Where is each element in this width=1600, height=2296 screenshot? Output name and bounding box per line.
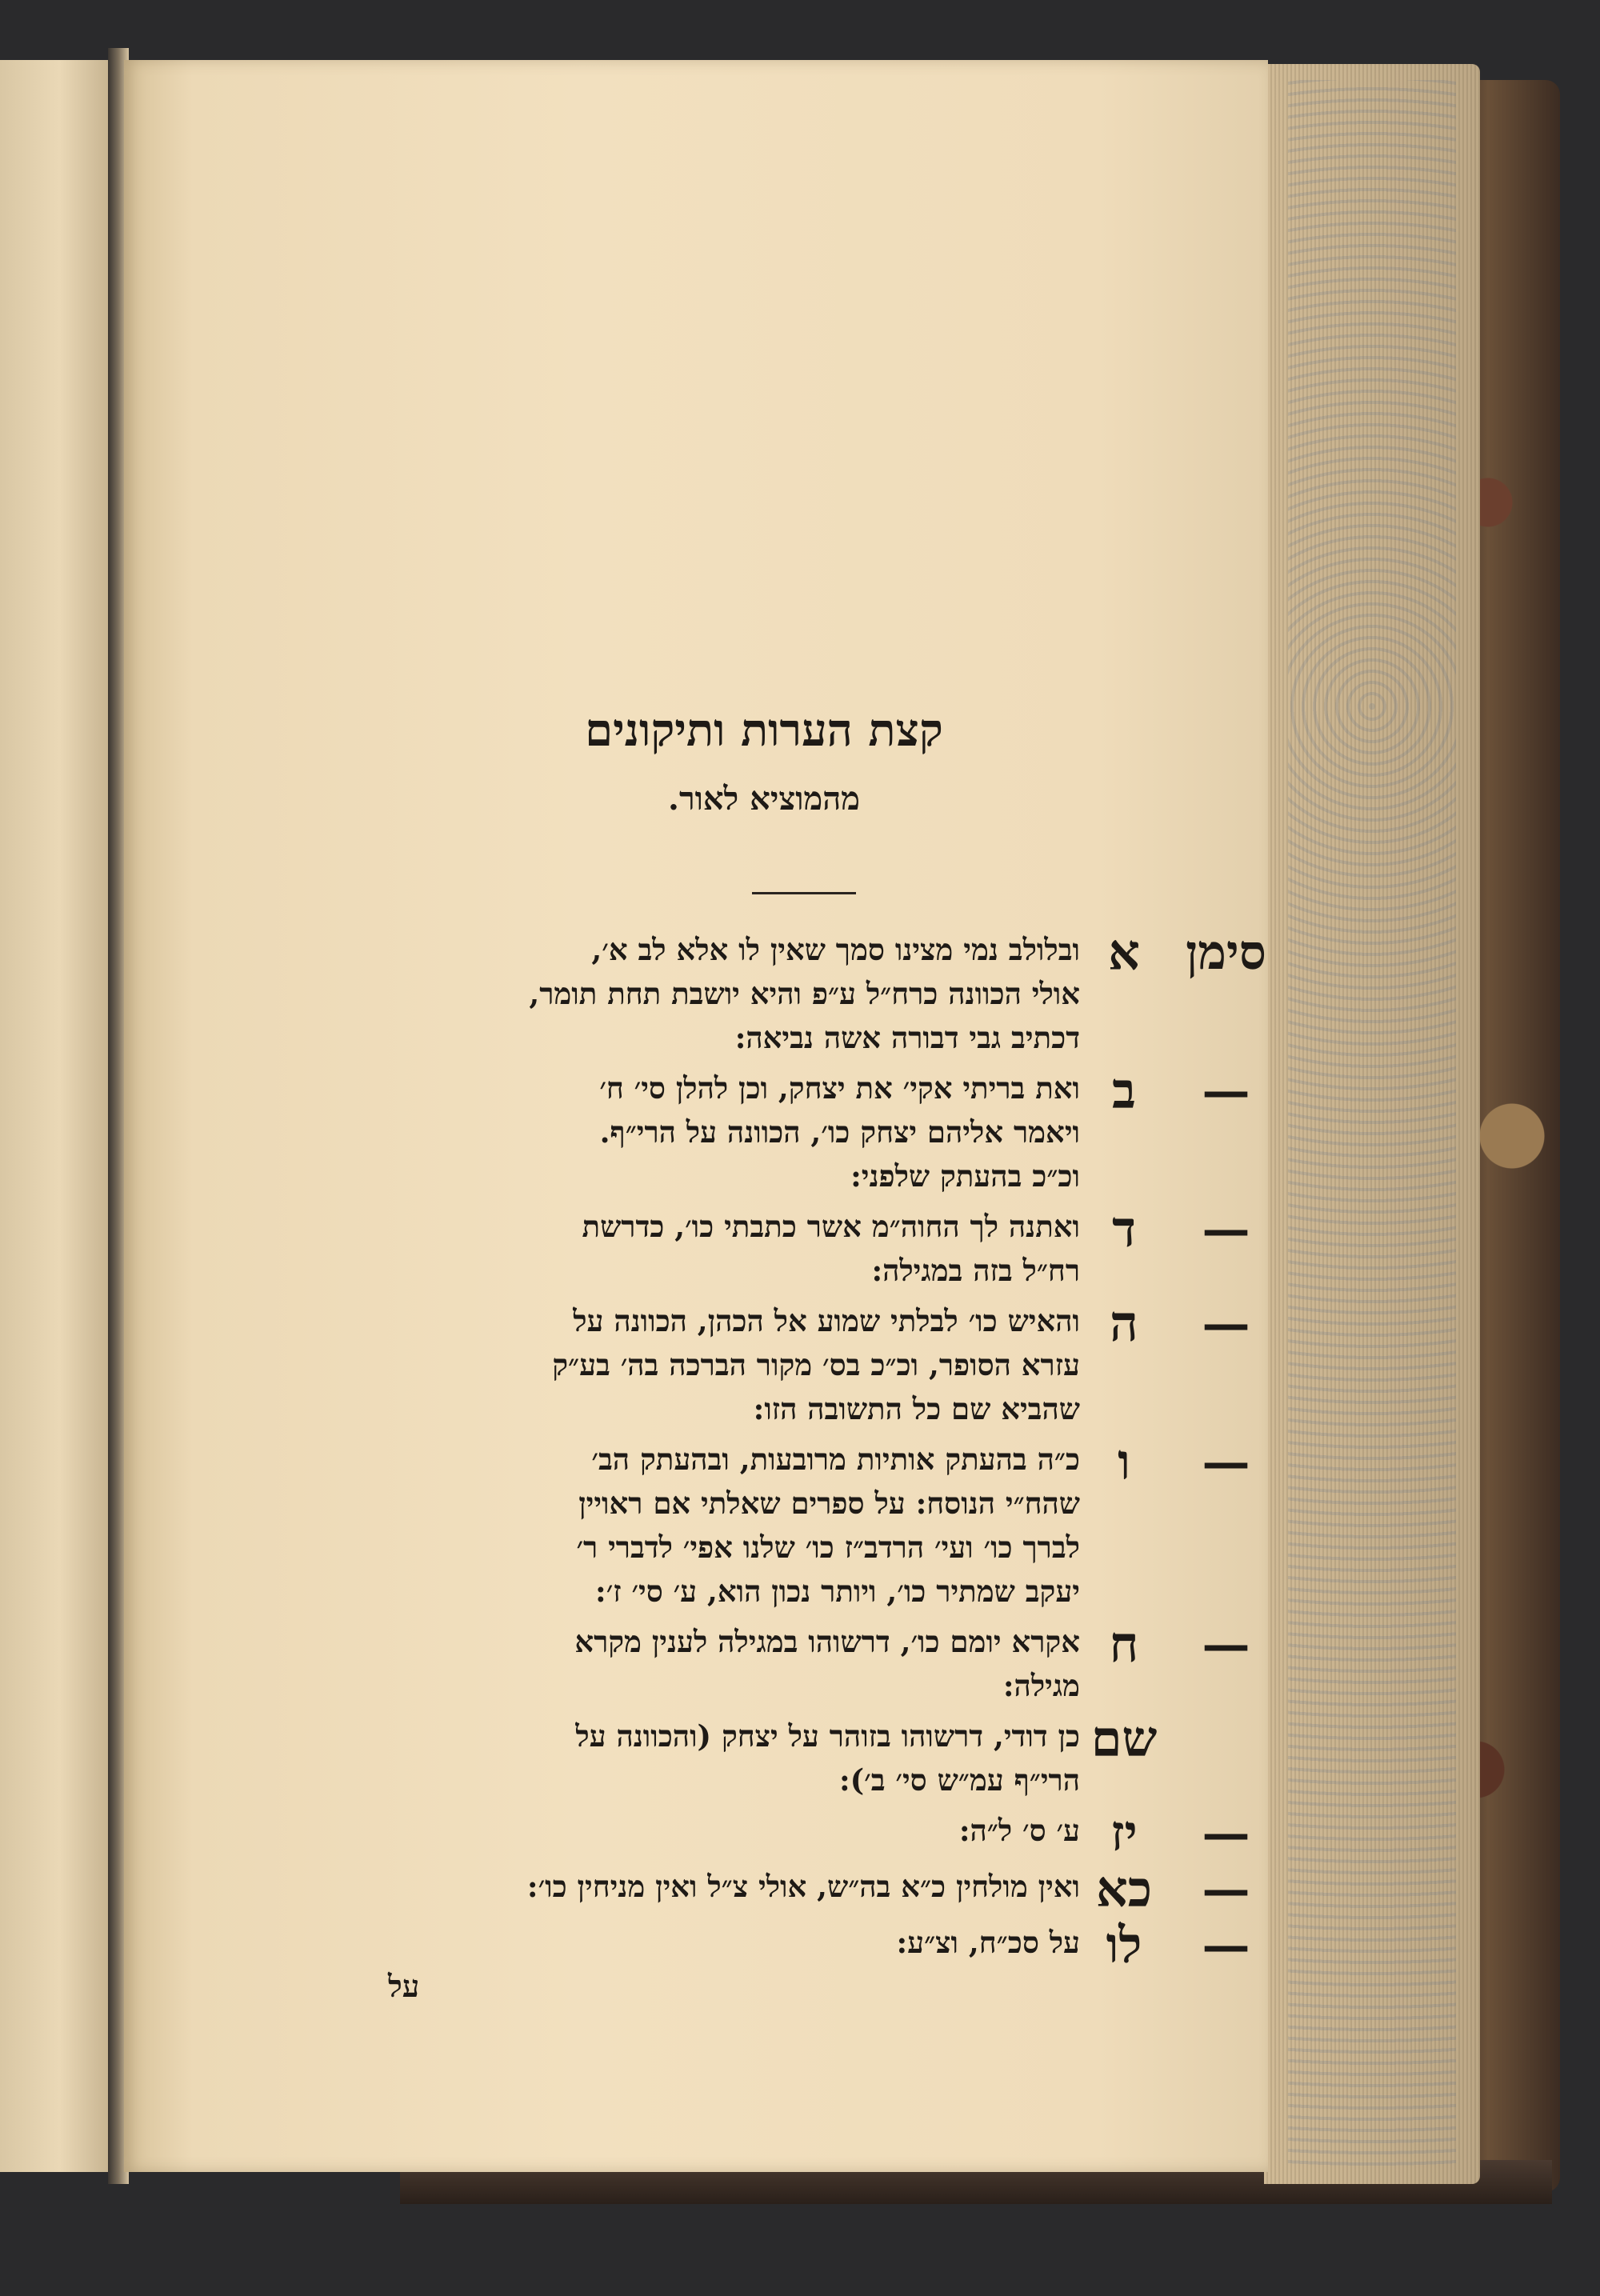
siman-number: א	[1108, 923, 1140, 982]
siman-number: יז	[1110, 1804, 1138, 1862]
note-line: שהביא שם כל התשובה הזו:	[753, 1391, 1080, 1426]
note-line: וכ״כ בהעתק שלפני:	[850, 1158, 1080, 1194]
note-entry	[324, 1804, 1284, 1862]
note-line: והאיש כו׳ לבלתי שמוע אל הכהן, הכוונה על	[573, 1303, 1080, 1338]
note-entry	[324, 1615, 1284, 1708]
note-line: ואתנה לך החוה״מ אשר כתבתי כו׳, כדרשת	[582, 1209, 1080, 1244]
note-line: ובלולב נמי מצינו סמך שאין לו אלא לב א׳,	[591, 932, 1080, 967]
siman-number: לו	[1106, 1916, 1142, 1974]
note-text	[352, 1921, 1080, 1965]
divider-rule	[752, 892, 856, 894]
note-entry	[324, 1860, 1284, 1918]
note-line: ואין מולחין כ״א בה״ש, אולי צ״ל ואין מניחין כו׳:	[526, 1869, 1080, 1904]
note-line: לברך כו׳ ועי׳ הרדב״ז כו׳ שלנו אפי׳ לדברי ר׳	[576, 1530, 1080, 1565]
note-text	[352, 1620, 1080, 1708]
siman-number: ה	[1110, 1294, 1138, 1353]
note-line: ואת בריתי אקי׳ את יצחק, וכן להלן סי׳ ח׳	[599, 1070, 1080, 1106]
siman-label: —	[1202, 1063, 1250, 1119]
note-line: יעקב שמתיר כו׳, ויותר נכון הוא, ע׳ סי׳ ז׳:	[595, 1574, 1080, 1609]
note-text	[352, 1865, 1080, 1909]
siman-number: ב	[1112, 1062, 1136, 1120]
catchword: על	[388, 1968, 420, 2004]
page-edges	[1264, 64, 1480, 2184]
note-line: אקרא יומם כו׳, דרשוהו במגילה לענין מקרא	[574, 1624, 1080, 1659]
note-line: הרי״ף עמ״ש סי׳ ב׳):	[839, 1762, 1080, 1798]
note-line: מגילה:	[1002, 1668, 1080, 1703]
siman-number: ו	[1118, 1433, 1130, 1491]
page-title: קצת הערות ותיקונים	[585, 704, 943, 757]
note-text	[352, 1205, 1080, 1293]
note-text	[352, 1299, 1080, 1431]
siman-label: סימן	[1186, 925, 1266, 981]
right-page	[124, 60, 1268, 2172]
siman-number: שם	[1090, 1710, 1158, 1768]
note-line: רח״ל בזה במגילה:	[871, 1253, 1080, 1288]
note-text	[352, 1809, 1080, 1853]
note-entry	[324, 1062, 1284, 1198]
note-entry	[324, 1294, 1284, 1431]
note-text	[352, 1714, 1080, 1802]
notes-list	[324, 923, 1284, 1977]
note-line: ויאמר אליהם יצחק כו׳, הכוונה על הרי״ף.	[599, 1114, 1080, 1150]
note-line: על סכ״ח, וצ״ע:	[896, 1925, 1080, 1960]
siman-label: —	[1202, 1296, 1250, 1352]
note-text	[352, 1438, 1080, 1614]
note-entry	[324, 1433, 1284, 1614]
note-line: דכתיב גבי דבורה אשה נביאה:	[734, 1020, 1080, 1055]
note-entry	[324, 1710, 1284, 1802]
note-line: אולי הכוונה כרח״ל ע״פ והיא יושבת תחת תומר,	[529, 976, 1080, 1011]
note-text	[352, 928, 1080, 1060]
note-entry	[324, 1200, 1284, 1293]
siman-label: —	[1202, 1617, 1250, 1673]
siman-label: —	[1202, 1202, 1250, 1258]
note-line: כן דודי, דרשוהו בזוהר על יצחק (והכוונה על	[575, 1718, 1080, 1754]
siman-label: —	[1202, 1434, 1250, 1490]
siman-label: —	[1202, 1918, 1250, 1974]
note-entry	[324, 1916, 1284, 1974]
note-line: כ״ה בהעתק אותיות מרובעות, ובהעתק הב׳	[591, 1442, 1080, 1477]
siman-number: ד	[1112, 1200, 1136, 1258]
note-entry	[324, 923, 1284, 1060]
note-text	[352, 1066, 1080, 1198]
siman-number: כא	[1095, 1860, 1153, 1918]
note-line: ע׳ ס׳ ל״ה:	[958, 1813, 1080, 1848]
note-line: שהח״י הנוסח: על ספרים שאלתי אם ראויין	[578, 1486, 1080, 1521]
siman-number: ח	[1109, 1615, 1139, 1674]
note-line: עזרא הסופר, וכ״כ בס׳ מקור הברכה בה׳ בע״ק	[552, 1347, 1080, 1382]
page-subtitle: מהמוציא לאור.	[668, 780, 860, 818]
siman-label: —	[1202, 1862, 1250, 1918]
left-page	[0, 60, 110, 2172]
siman-label: —	[1202, 1806, 1250, 1862]
